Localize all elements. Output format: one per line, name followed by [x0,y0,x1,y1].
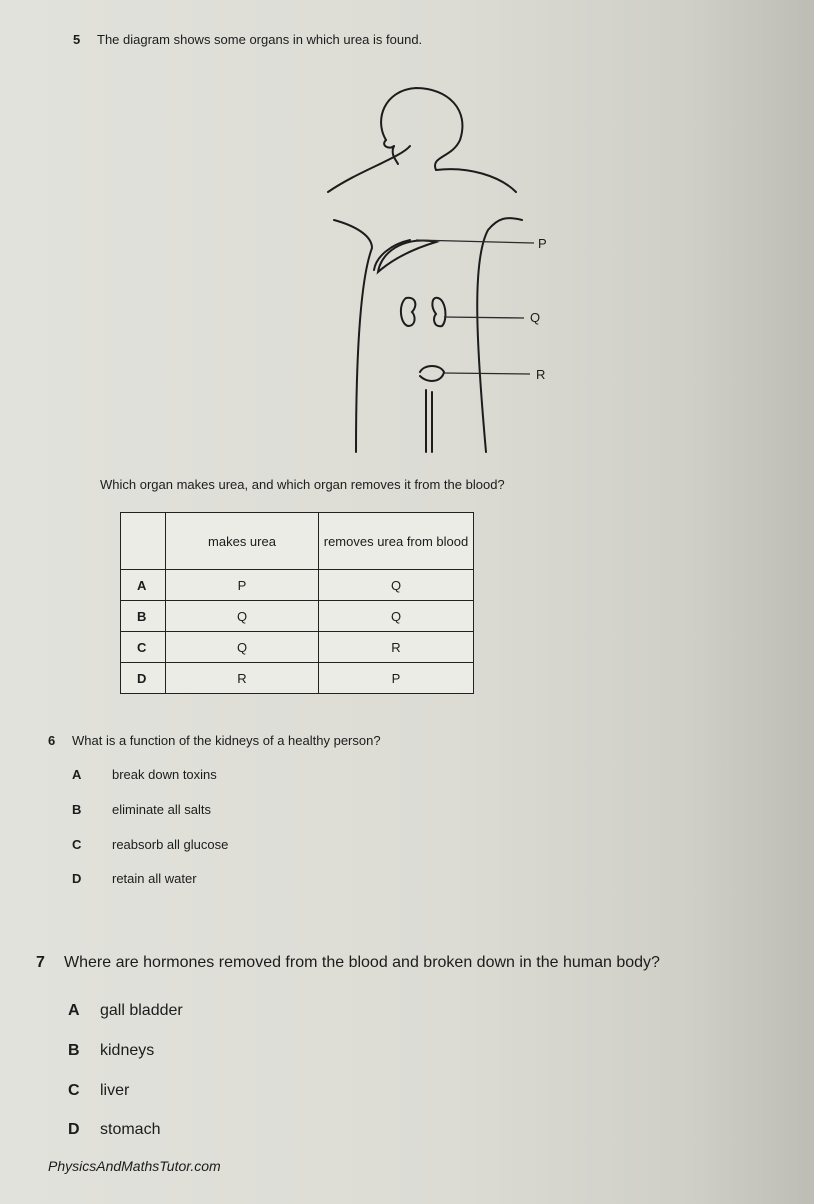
makes-urea-cell: P [166,570,319,601]
human-body-diagram [320,80,580,460]
option-text: liver [100,1082,130,1099]
question-5-prompt: Which organ makes urea, and which organ removes it from the blood? [100,477,505,492]
option-letter: A [121,570,166,601]
option-text: eliminate all salts [112,802,211,817]
option-letter: B [72,802,82,817]
table-row[interactable] [121,632,474,663]
question-number: 6 [48,733,56,748]
option-text: retain all water [112,871,197,886]
footer-source: PhysicsAndMathsTutor.com [48,1158,221,1174]
option-text: break down toxins [112,767,217,782]
option-letter: C [72,837,82,852]
table-row[interactable] [121,663,474,694]
label-p: P [538,236,547,251]
table-header-makes-urea: makes urea [166,513,319,570]
makes-urea-cell: Q [166,601,319,632]
question-text: What is a function of the kidneys of a healthy person? [72,733,381,748]
label-r: R [536,367,546,382]
option-text: reabsorb all glucose [112,837,229,852]
removes-urea-cell: Q [319,601,474,632]
table-row[interactable] [121,570,474,601]
makes-urea-cell: Q [166,632,319,663]
option-letter: C [68,1082,80,1099]
table-header-blank [121,513,166,570]
removes-urea-cell: R [319,632,474,663]
table-row[interactable] [121,601,474,632]
option-letter: D [68,1121,80,1138]
option-letter: C [121,632,166,663]
option-letter: D [72,871,82,886]
question-number: 7 [36,954,45,971]
question-text: The diagram shows some organs in which urea is found. [97,32,423,47]
question-text: Where are hormones removed from the blood and broken down in the human body? [64,954,660,971]
table-header-removes-urea: removes urea from blood [319,513,474,570]
question-number: 5 [73,32,81,47]
option-letter: B [68,1042,80,1059]
answer-table [120,512,474,694]
removes-urea-cell: Q [319,570,474,601]
option-letter: A [68,1002,80,1019]
label-q: Q [530,310,541,325]
option-text: stomach [100,1121,161,1138]
option-letter: D [121,663,166,694]
option-text: kidneys [100,1042,155,1059]
option-letter: B [121,601,166,632]
option-text: gall bladder [100,1002,183,1019]
removes-urea-cell: P [319,663,474,694]
table-header-row [121,513,474,570]
option-letter: A [72,767,82,782]
makes-urea-cell: R [166,663,319,694]
